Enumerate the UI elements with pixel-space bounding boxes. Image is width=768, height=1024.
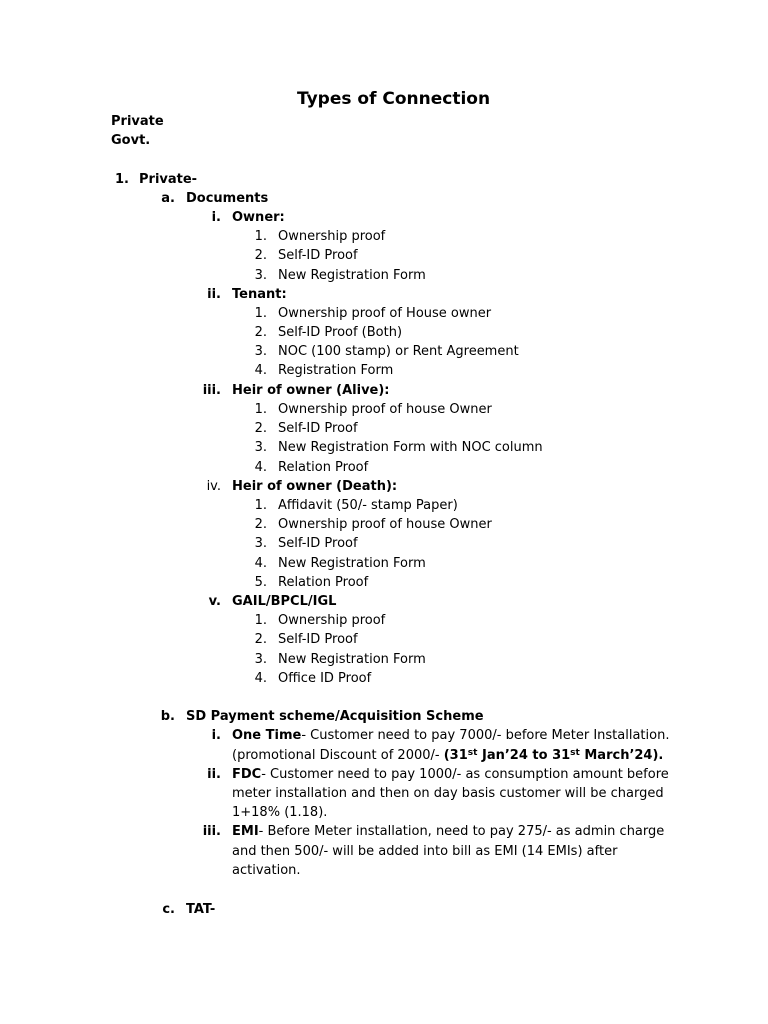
emi-line-2: and then 500/- will be added into bill as EMI (14 EMIs) after xyxy=(232,844,618,859)
gail-heading: GAIL/BPCL/IGL xyxy=(232,594,337,609)
list-item: NOC (100 stamp) or Rent Agreement xyxy=(278,344,519,359)
list-item: Office ID Proof xyxy=(278,671,372,686)
heir-death-heading: Heir of owner (Death): xyxy=(232,479,398,494)
fdc-text: - Customer need to pay 1000/- as consumption amount before xyxy=(261,767,669,782)
discount-period-part: Jan’24 to 31 xyxy=(477,748,571,763)
list-item: New Registration Form xyxy=(278,268,426,283)
list-item: Ownership proof of house Owner xyxy=(278,402,492,417)
section-a-letter: a. xyxy=(161,191,175,206)
list-number: 4. xyxy=(254,363,267,378)
list-number: 2. xyxy=(254,632,267,647)
list-item: Relation Proof xyxy=(278,575,369,590)
list-item: Self-ID Proof xyxy=(278,248,358,263)
discount-text: (promotional Discount of 2000/- xyxy=(232,748,444,763)
list-number: 1. xyxy=(254,402,267,417)
list-item: Self-ID Proof (Both) xyxy=(278,325,403,340)
list-item: New Registration Form xyxy=(278,652,426,667)
section-c-letter: c. xyxy=(162,902,175,917)
gail-numeral: v. xyxy=(208,594,221,609)
section-b-label: SD Payment scheme/Acquisition Scheme xyxy=(186,709,484,724)
list-number: 2. xyxy=(254,421,267,436)
emi-term: EMI xyxy=(232,824,259,839)
fdc-term: FDC xyxy=(232,767,262,782)
fdc-line-2: meter installation and then on day basis customer will be charged xyxy=(232,786,664,801)
list-number: 5. xyxy=(254,575,267,590)
list-number: 4. xyxy=(254,460,267,475)
list-item: Self-ID Proof xyxy=(278,536,358,551)
emi-line-1 xyxy=(232,823,664,841)
heir-alive-numeral: iii. xyxy=(202,383,221,398)
page-title: Types of Connection xyxy=(297,89,491,109)
section-a-label: Documents xyxy=(186,191,269,206)
discount-period-part: March’24). xyxy=(579,748,664,763)
tenant-heading: Tenant: xyxy=(232,287,287,302)
list-number: 2. xyxy=(254,325,267,340)
list-number: 3. xyxy=(254,536,267,551)
list-item: Self-ID Proof xyxy=(278,421,358,436)
heir-death-numeral: iv. xyxy=(206,479,221,494)
section-c-label: TAT- xyxy=(186,902,216,917)
one-time-term: One Time xyxy=(232,728,302,743)
one-time-numeral: i. xyxy=(211,728,221,743)
list-number: 1. xyxy=(254,613,267,628)
list-number: 2. xyxy=(254,248,267,263)
top-list-item-private: Private xyxy=(111,114,164,129)
list-item: Ownership proof xyxy=(278,229,386,244)
list-number: 3. xyxy=(254,344,267,359)
list-number: 1. xyxy=(254,229,267,244)
fdc-numeral: ii. xyxy=(207,767,221,782)
emi-line-3: activation. xyxy=(232,863,301,878)
list-item: Ownership proof of house Owner xyxy=(278,517,492,532)
list-number: 3. xyxy=(254,440,267,455)
list-item: Self-ID Proof xyxy=(278,632,358,647)
emi-text: - Before Meter installation, need to pay 275/- as admin charge xyxy=(258,824,665,839)
owner-numeral: i. xyxy=(211,210,221,225)
list-number: 1. xyxy=(254,498,267,513)
top-list-item-govt: Govt. xyxy=(111,133,151,148)
ordinal-suffix: st xyxy=(467,748,478,758)
list-item: Registration Form xyxy=(278,363,394,378)
list-number: 4. xyxy=(254,556,267,571)
list-number: 3. xyxy=(254,268,267,283)
list-item: Ownership proof xyxy=(278,613,386,628)
discount-period xyxy=(444,748,664,763)
list-item: Affidavit (50/- stamp Paper) xyxy=(278,498,458,513)
section-1-label: Private- xyxy=(139,172,198,187)
fdc-line-1 xyxy=(232,766,669,784)
list-number: 3. xyxy=(254,652,267,667)
list-number: 2. xyxy=(254,517,267,532)
list-item: Relation Proof xyxy=(278,460,369,475)
ordinal-suffix: st xyxy=(570,748,580,758)
heir-alive-heading: Heir of owner (Alive): xyxy=(232,383,390,398)
emi-numeral: iii. xyxy=(202,824,221,839)
list-item: New Registration Form xyxy=(278,556,426,571)
list-item: New Registration Form with NOC column xyxy=(278,440,543,455)
tenant-numeral: ii. xyxy=(207,287,221,302)
fdc-line-3: 1+18% (1.18). xyxy=(232,805,328,820)
one-time-text: - Customer need to pay 7000/- before Meter Installation. xyxy=(301,728,670,743)
discount-period-part: (31 xyxy=(443,748,468,763)
section-b-letter: b. xyxy=(160,709,175,724)
list-number: 1. xyxy=(254,306,267,321)
one-time-line-1 xyxy=(232,727,669,745)
one-time-line-2 xyxy=(232,747,663,765)
list-number: 4. xyxy=(254,671,267,686)
section-1-number: 1. xyxy=(115,172,129,187)
list-item: Ownership proof of House owner xyxy=(278,306,492,321)
owner-heading: Owner: xyxy=(232,210,285,225)
